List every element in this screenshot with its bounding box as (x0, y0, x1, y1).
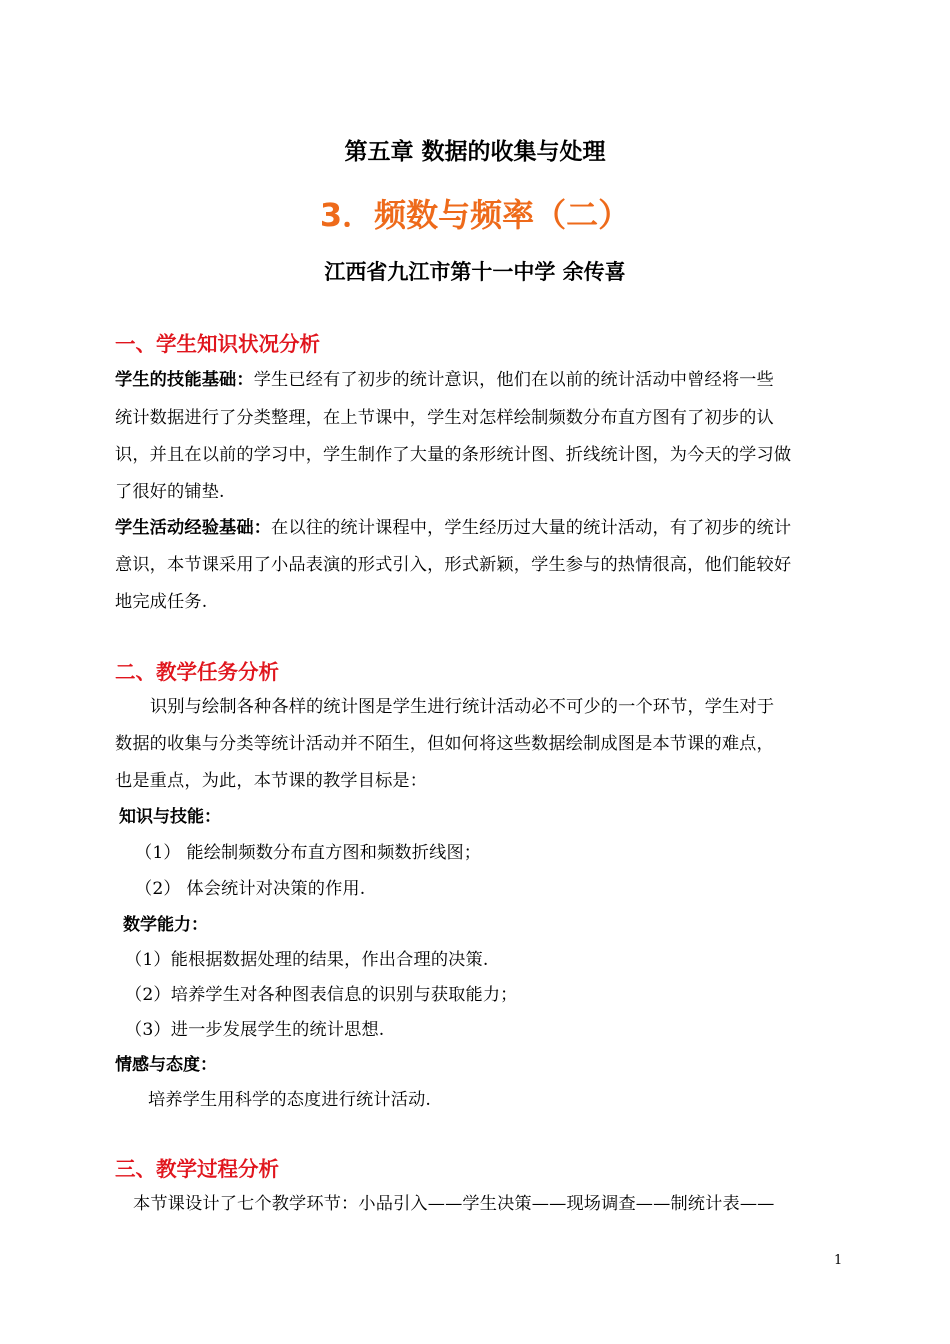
page-number: 1 (834, 1253, 843, 1268)
paragraph-line: 也是重点，为此，本节课的教学目标是： (115, 771, 428, 791)
paragraph-line: 本节课设计了七个教学环节：小品引入——学生决策——现场调查——制统计表—— (133, 1194, 775, 1214)
list-item: （1）能根据数据处理的结果，作出合理的决策. (125, 950, 489, 970)
list-item: （2）培养学生对各种图表信息的识别与获取能力； (125, 985, 518, 1005)
list-item: （3）进一步发展学生的统计思想. (125, 1020, 385, 1040)
section-heading-1: 一、学生知识状况分析 (115, 332, 320, 356)
math-ability-title: 数学能力： (123, 915, 208, 935)
list-item: （2） 体会统计对决策的作用. (135, 879, 366, 899)
paragraph-line: 地完成任务. (115, 592, 208, 612)
author-line: 江西省九江市第十一中学 余传喜 (324, 260, 626, 284)
paragraph-line: 识，并且在以前的学习中，学生制作了大量的条形统计图、折线统计图，为今天的学习做 (115, 445, 792, 465)
experience-basis-label: 学生活动经验基础： (115, 518, 272, 538)
paragraph-line: 数据的收集与分类等统计活动并不陌生，但如何将这些数据绘制成图是本节课的难点， (115, 734, 774, 754)
section-heading-3: 三、教学过程分析 (115, 1157, 279, 1181)
paragraph-line: 培养学生用科学的态度进行统计活动. (148, 1090, 432, 1110)
paragraph-line: 统计数据进行了分类整理，在上节课中，学生对怎样绘制频数分布直方图有了初步的认 (115, 408, 774, 428)
chapter-title: 第五章 数据的收集与处理 (344, 139, 606, 165)
paragraph-line: 了很好的铺垫. (115, 482, 225, 502)
paragraph-line: 意识，本节课采用了小品表演的形式引入，形式新颖，学生参与的热情很高，他们能较好 (115, 555, 792, 575)
paragraph-line: 学生的技能基础：学生已经有了初步的统计意识，他们在以前的统计活动中曾经将一些 (115, 370, 774, 390)
lesson-title: 3．频数与频率（二） (319, 196, 631, 234)
skill-basis-label: 学生的技能基础： (115, 370, 254, 390)
list-item: （1） 能绘制频数分布直方图和频数折线图； (135, 843, 482, 863)
attitude-title: 情感与态度： (115, 1055, 217, 1075)
section-heading-2: 二、教学任务分析 (115, 660, 279, 684)
knowledge-skill-title: 知识与技能： (119, 807, 221, 827)
paragraph-line: 学生活动经验基础：在以往的统计课程中，学生经历过大量的统计活动，有了初步的统计 (115, 518, 792, 538)
paragraph-line: 识别与绘制各种各样的统计图是学生进行统计活动必不可少的一个环节，学生对于 (150, 697, 775, 717)
